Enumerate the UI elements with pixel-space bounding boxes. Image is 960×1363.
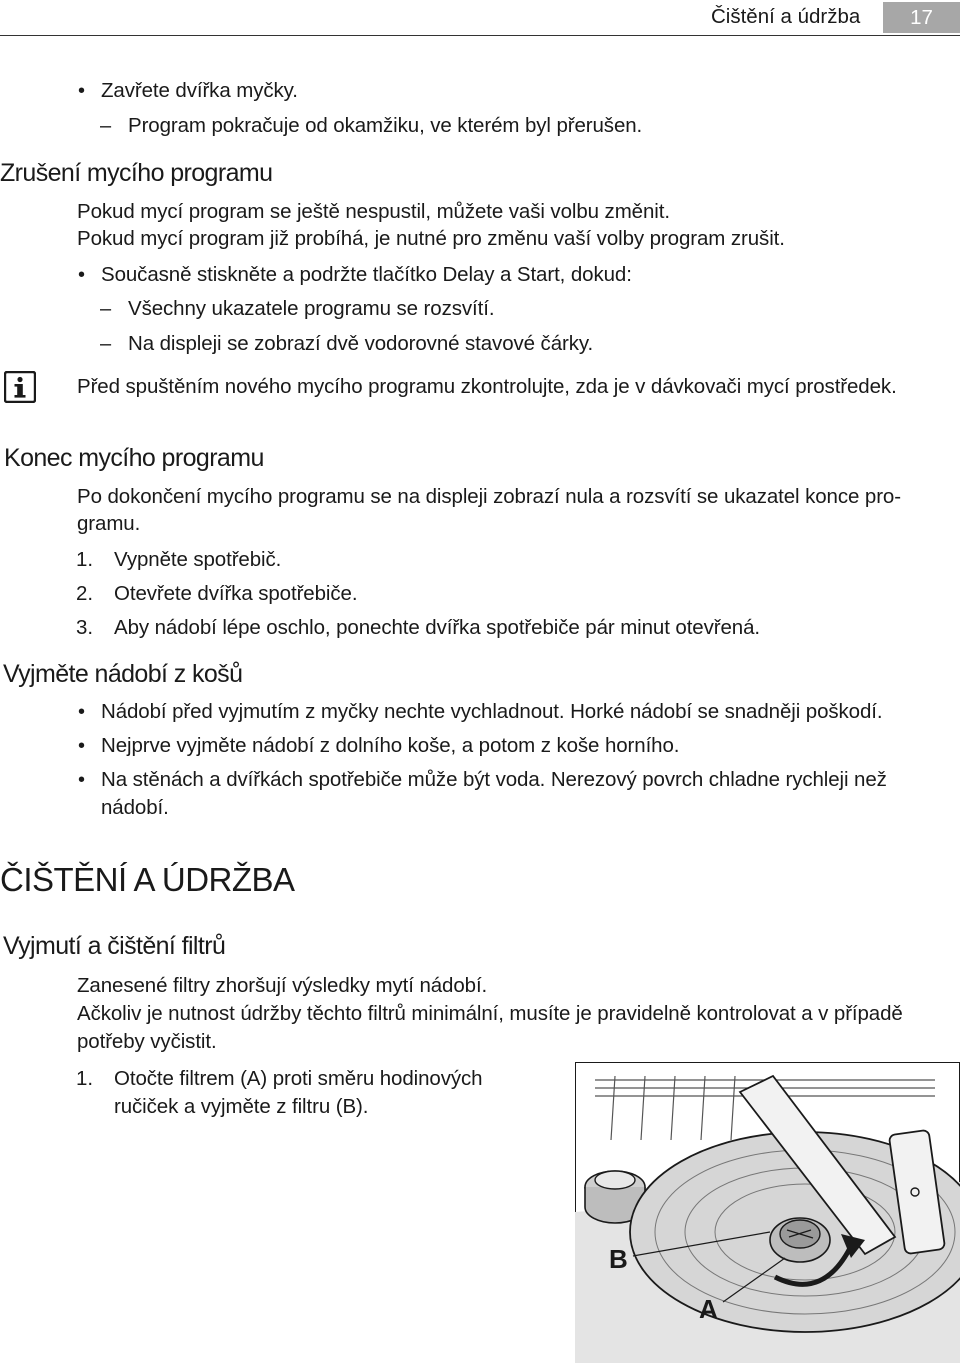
filters-para-1: Zanesené filtry zhoršují výsledky mytí nádobí. xyxy=(77,974,488,997)
info-icon xyxy=(4,371,36,403)
header-rule xyxy=(0,35,960,36)
heading-cancel-program: Zrušení mycího programu xyxy=(0,159,273,187)
cancel-para-1: Pokud mycí program se ještě nespustil, můžete vaši volbu změnit. xyxy=(77,200,670,223)
heading-unload-baskets: Vyjměte nádobí z košů xyxy=(3,660,243,688)
dash-marker: – xyxy=(100,333,112,355)
figure-label-a: A xyxy=(699,1294,718,1324)
intro-bullet-close-door: Zavřete dvířka myčky. xyxy=(101,79,298,102)
dash-marker: – xyxy=(100,298,112,320)
bullet-marker: • xyxy=(78,701,86,723)
filters-para-2-line-1: Ačkoliv je nutnost údržby těchto filtrů minimální, musíte je pravidelně kontrolovat a v případě xyxy=(77,1002,903,1025)
unload-bullet-water-line-2: nádobí. xyxy=(101,796,169,819)
unload-bullet-water-line-1: Na stěnách a dvířkách spotřebiče může být voda. Nerezový povrch chladne rychleji než xyxy=(101,768,887,791)
bullet-marker: • xyxy=(78,769,86,791)
cancel-bullet-press-buttons: Současně stiskněte a podržte tlačítko Delay a Start, dokud: xyxy=(101,263,632,286)
filters-para-2-line-2: potřeby vyčistit. xyxy=(77,1030,217,1053)
dash-marker: – xyxy=(100,115,112,137)
filters-step-1-line-1: Otočte filtrem (A) proti směru hodinových xyxy=(114,1067,483,1090)
step-number: 3. xyxy=(76,616,94,639)
end-step-text: Otevřete dvířka spotřebiče. xyxy=(114,582,358,605)
bullet-marker: • xyxy=(78,80,86,102)
filter-cylinder xyxy=(770,1218,830,1262)
cancel-para-2: Pokud mycí program již probíhá, je nutné pro změnu vaší volby program zrušit. xyxy=(77,227,785,250)
end-para-line-1: Po dokončení mycího programu se na displeji zobrazí nula a rozsvítí se ukazatel konce pro- xyxy=(77,485,901,508)
chapter-heading-cleaning: ČIŠTĚNÍ A ÚDRŽBA xyxy=(0,861,295,898)
page-number: 17 xyxy=(883,2,960,33)
unload-bullet-lower-first: Nejprve vyjměte nádobí z dolního koše, a potom z koše horního. xyxy=(101,734,680,757)
bullet-marker: • xyxy=(78,264,86,286)
cancel-dash-indicators-on: Všechny ukazatele programu se rozsvítí. xyxy=(128,297,495,320)
end-step-text: Aby nádobí lépe oschlo, ponechte dvířka spotřebiče pár minut otevřená. xyxy=(114,616,760,639)
end-step-text: Vypněte spotřebič. xyxy=(114,548,282,571)
bullet-marker: • xyxy=(78,735,86,757)
heading-filter-removal: Vyjmutí a čištění filtrů xyxy=(3,932,226,960)
step-number: 1. xyxy=(76,1067,94,1090)
unload-bullet-cool: Nádobí před vyjmutím z myčky nechte vychladnout. Horké nádobí se snadněji poškodí. xyxy=(101,700,883,723)
cancel-dash-display-bars: Na displeji se zobrazí dvě vodorovné stavové čárky. xyxy=(128,332,594,355)
info-note-detergent: Před spuštěním nového mycího programu zkontrolujte, zda je v dávkovači mycí prostředek. xyxy=(77,375,897,398)
step-number: 1. xyxy=(76,548,94,571)
heading-end-program: Konec mycího programu xyxy=(4,444,264,472)
end-para-line-2: gramu. xyxy=(77,512,141,535)
figure-label-b: B xyxy=(609,1244,628,1274)
header-section-title: Čištění a údržba xyxy=(711,5,861,28)
intro-dash-program-continues: Program pokračuje od okamžiku, ve kterém byl přerušen. xyxy=(128,114,643,137)
filter-illustration xyxy=(575,1062,960,1363)
step-number: 2. xyxy=(76,582,94,605)
filters-step-1-line-2: ručiček a vyjměte z filtru (B). xyxy=(114,1095,369,1118)
